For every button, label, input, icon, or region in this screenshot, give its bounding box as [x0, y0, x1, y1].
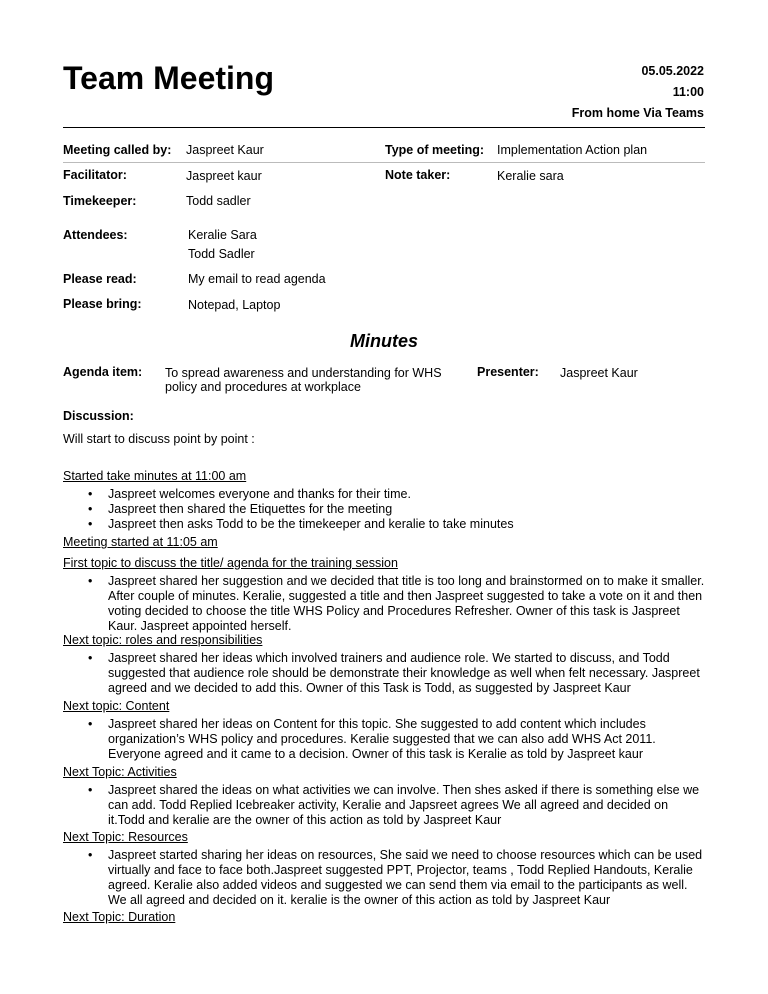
please-bring-label: Please bring:	[63, 297, 142, 311]
type-of-meeting-value: Implementation Action plan	[497, 143, 648, 157]
minutes-heading: Minutes	[349, 331, 418, 351]
attendee-1: Keralie Sara	[188, 228, 257, 242]
section-heading: Next Topic: Duration	[63, 910, 176, 924]
facilitator-label: Facilitator:	[63, 168, 127, 182]
discussion-intro: Will start to discuss point by point :	[63, 432, 255, 446]
agenda-item-label: Agenda item:	[63, 365, 143, 379]
section-heading: Started take minutes at 11:00 am	[63, 469, 247, 483]
section-start-minutes	[63, 469, 708, 532]
attendees-label: Attendees:	[63, 228, 128, 242]
bullet-list	[63, 783, 708, 828]
note-taker-label: Note taker:	[385, 168, 451, 182]
section-heading: Next Topic: Activities	[63, 765, 177, 779]
meeting-location: From home Via Teams	[571, 106, 704, 120]
meeting-time: 11:00	[672, 85, 704, 99]
please-read-label: Please read:	[63, 272, 137, 286]
section-resources	[63, 830, 708, 908]
section-heading: Next Topic: Resources	[63, 830, 188, 844]
facilitator-value: Jaspreet kaur	[186, 169, 262, 183]
bullet-list	[63, 848, 708, 908]
section-heading: Next topic: Content	[63, 699, 170, 713]
presenter-label: Presenter:	[477, 365, 539, 379]
meta-divider	[63, 162, 705, 163]
list-item: • Jaspreet shared her ideas on Content for this topic. She suggested to add content which includes organization’s WHS policy and procedures. Keralie suggested that we can also add WHS Act 2011. Everyone agreed and it came to a decision. Owner of this task is Keralie as told by Jaspreet kaur	[108, 717, 708, 762]
please-read-value: My email to read agenda	[188, 272, 326, 286]
bullet-list	[63, 574, 708, 634]
bullet-list	[63, 487, 708, 532]
meeting-date: 05.05.2022	[641, 64, 704, 78]
page-title: Team Meeting	[63, 60, 274, 96]
section-heading: Next topic: roles and responsibilities	[63, 633, 263, 647]
type-of-meeting-label: Type of meeting:	[385, 143, 485, 157]
list-item: • Jaspreet started sharing her ideas on resources, She said we need to choose resources which can be used virtually and face to face both.Jaspreet suggested PPT, Projector, teams , Todd Replied Handouts, Keralie agreed. Keralie also added videos and suggested we can send them via email to the participants as well. We all agreed and decided on it. keralie is the owner of this action as told by Jaspreet Kaur	[108, 848, 708, 908]
section-roles	[63, 633, 708, 696]
section-activities	[63, 765, 708, 828]
list-item: • Jaspreet shared her ideas which involved trainers and audience role. We started to discuss, and Todd suggested that audience role should be demonstrate their knowledge as well when felt necessary. Jaspreet agreed and we decided to add this. Owner of this Task is Todd, as suggested by Jaspreet Kaur	[108, 651, 708, 696]
list-item: • Jaspreet welcomes everyone and thanks for their time.	[108, 487, 708, 502]
meeting-called-by-label: Meeting called by:	[63, 143, 172, 157]
presenter-value: Jaspreet Kaur	[560, 366, 638, 380]
agenda-item-value: To spread awareness and understanding for WHS policy and procedures at workplace	[165, 366, 442, 394]
attendee-2: Todd Sadler	[188, 247, 255, 261]
section-title-agenda	[63, 556, 708, 634]
list-item: • Jaspreet then asks Todd to be the timekeeper and keralie to take minutes	[108, 517, 708, 532]
note-taker-value: Keralie sara	[497, 169, 564, 183]
timekeeper-value: Todd sadler	[186, 194, 251, 208]
list-item: • Jaspreet shared the ideas on what activities we can involve. Then shes asked if there is something else we can add. Todd Replied Icebreaker activity, Keralie and Japsreet agrees We all agreed and decided on it.Todd and keralie are the owner of this action as told by Jaspreet Kaur	[108, 783, 708, 828]
section-heading: First topic to discuss the title/ agenda for the training session	[63, 556, 398, 570]
timekeeper-label: Timekeeper:	[63, 194, 137, 208]
meeting-called-by-value: Jaspreet Kaur	[186, 143, 264, 157]
section-heading: Meeting started at 11:05 am	[63, 535, 218, 549]
list-item: • Jaspreet then shared the Etiquettes for the meeting	[108, 502, 708, 517]
discussion-label: Discussion:	[63, 409, 134, 423]
section-meeting-started	[63, 535, 708, 550]
section-duration	[63, 910, 708, 925]
section-content	[63, 699, 708, 762]
bullet-list	[63, 651, 708, 696]
header-divider	[63, 127, 705, 128]
bullet-list	[63, 717, 708, 762]
list-item: • Jaspreet shared her suggestion and we decided that title is too long and brainstormed on to make it smaller. After couple of minutes. Keralie, suggested a title and then Jaspreet suggested to take a vote on it and then voting decided to choose the title WHS Policy and Procedures Refresher. Owner of this task is Jaspreet Kaur. Jaspreet appointed herself.	[108, 574, 708, 634]
please-bring-value: Notepad, Laptop	[188, 298, 281, 312]
